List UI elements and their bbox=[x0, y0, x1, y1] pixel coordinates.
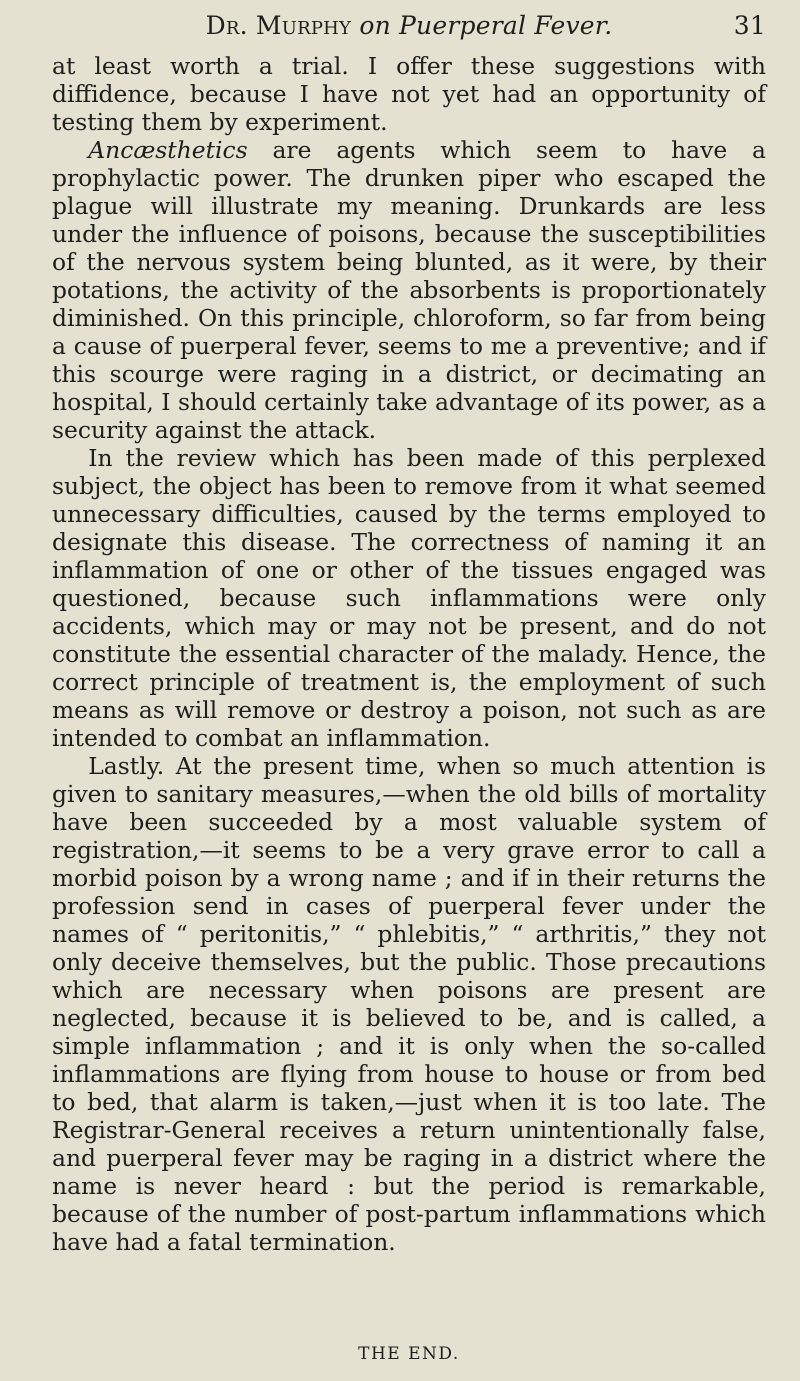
paragraph-text: Lastly. At the present time, when so much attention is given to sanitary measures,—when the old bills of mortality have been succeeded by a most valuable system of registration,—it seems to be a very grave error to call a morbid poison by a wrong name ; and if in their returns the profession send in cases of puerperal fever under the names of “ peritonitis,” “ phlebitis,” “ arthritis,” they not only deceive themselves, but the public. Those precautions which are necessary when poisons are present are neglected, because it is believed to be, and is called, a simple inflammation ; and it is only when the so-called inflammations are flying from house to house or from bed to bed, that alarm is taken,—just when it is too late. The Registrar-General receives a return unintentionally false, and puerperal fever may be raging in a district where the name is never heard : but the period is remarkable, because of the number of post-partum inflammations which have had a fatal termination. bbox=[52, 752, 766, 1256]
the-end: THE END. bbox=[358, 1344, 460, 1364]
paragraph-lastly bbox=[52, 752, 766, 1256]
paragraph-text: at least worth a trial. I offer these suggestions with diffidence, because I have not yet had an opportunity of testing them by experiment. bbox=[52, 52, 766, 136]
running-head-connector: on bbox=[359, 11, 391, 40]
running-head-subject: Puerperal Fever. bbox=[399, 11, 613, 40]
paragraph-lead-italic: Ancæsthetics bbox=[88, 136, 248, 164]
page-number: 31 bbox=[733, 11, 766, 40]
running-head-author: Dr. Murphy bbox=[205, 11, 352, 40]
running-head bbox=[52, 6, 766, 46]
book-page bbox=[0, 6, 800, 1381]
paragraph-text: In the review which has been made of this perplexed subject, the object has been to remove from it what seemed unnecessary difficulties, caused by the terms employed to designate this disease. The correctness of naming it an inflammation of one or other of the tissues engaged was questioned, because such inflammations were only accidents, which may or may not be present, and do not constitute the essential character of the malady. Hence, the correct principle of treatment is, the employment of such means as will remove or destroy a poison, not such as are intended to combat an inflammation. bbox=[52, 444, 766, 752]
paragraph-anaesthetics bbox=[52, 136, 766, 444]
body-text bbox=[52, 52, 766, 1256]
paragraph-text: are agents which seem to have a prophylactic power. The drunken piper who escaped the plague will illustrate my meaning. Drunkards are less under the influence of poisons, because the susceptibilities of the nervous system being blunted, as it were, by their potations, the activity of the absorbents is proportionately diminished. On this principle, chloroform, so far from being a cause of puerperal fever, seems to me a preventive; and if this scourge were raging in a district, or decimating an hospital, I should certainly take advantage of its power, as a security against the attack. bbox=[52, 136, 766, 444]
paragraph-review bbox=[52, 444, 766, 752]
paragraph-continuation bbox=[52, 52, 766, 136]
